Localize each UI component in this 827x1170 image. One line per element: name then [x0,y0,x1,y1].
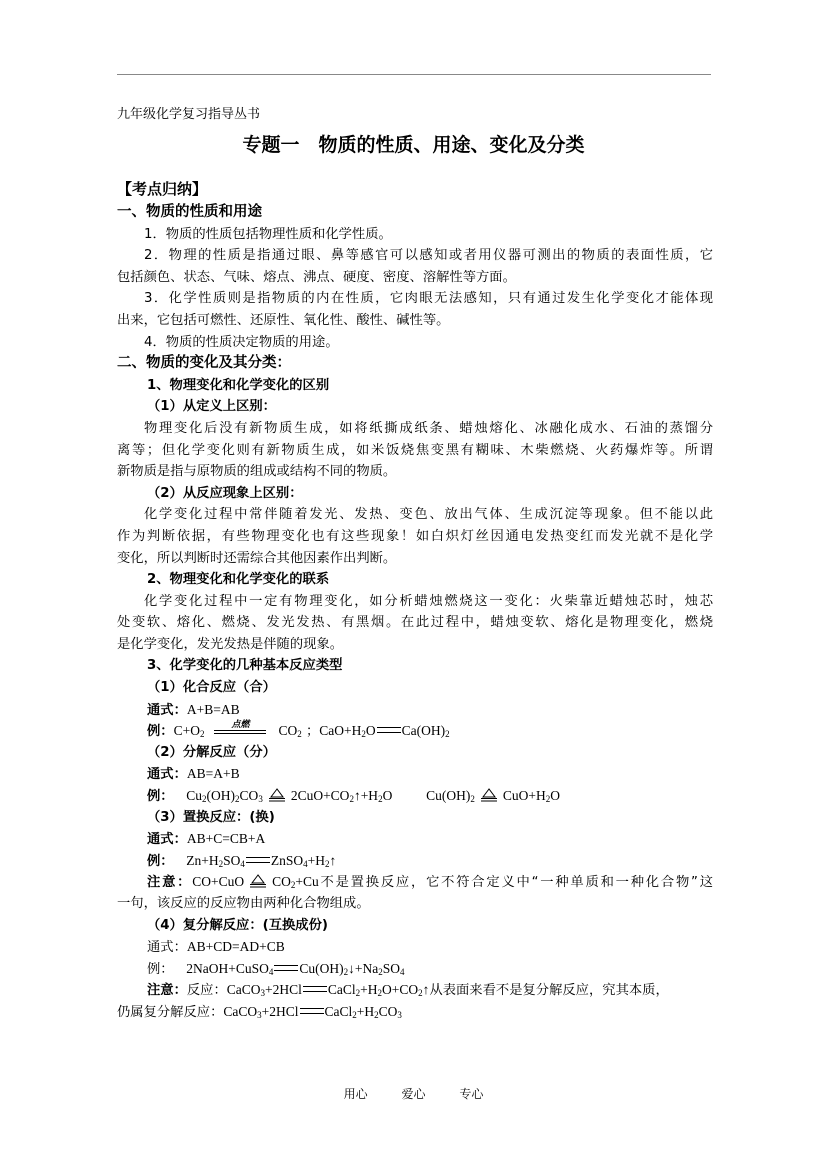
equals-bar-icon [246,857,270,863]
formula: A+B=AB [186,701,240,717]
example-line: 例：$C+O_2$ 点燃 $CO_2$ ；$CaO+H_2O$ $Ca(OH)_2$ [147,720,450,740]
paragraph: 包括颜色、状态、气味、熔点、沸点、硬度、密度、溶解性等方面。 [117,269,516,285]
paragraph: 作为判断依据，有些物理变化也有这些现象！如白炽灯丝因通电发热变红而发光就不是化学 [117,528,713,544]
example-label: 例： [147,724,174,740]
subheading: 1、物理变化和化学变化的区别 [147,377,330,393]
reaction-title: （3）置换反应：(换) [147,809,275,825]
paragraph: 变化，所以判断时还需综合其他因素作出判断。 [117,550,397,566]
paragraph: 1．物质的性质包括物理性质和化学性质。 [144,226,392,242]
page-footer [0,1085,827,1102]
section-kaodian: 【考点归纳】 [117,180,208,198]
paragraph: 是化学变化，发光发热是伴随的现象。 [117,636,344,652]
footer-text: 爱心 [401,1087,426,1101]
document-body [117,176,713,1023]
note-line: 注意：CO+CuO $CO_2+Cu$不是置换反应，它不符合定义中“一种单质和一种化合物”这 [147,874,714,891]
paragraph: 化学变化过程中一定有物理变化，如分析蜡烛燃烧这一变化：火柴靠近蜡烛芯时，烛芯 [144,593,713,609]
heat-equals-icon [248,874,268,888]
reaction-title: （2）分解反应（分） [147,744,276,760]
subheading: 3、化学变化的几种基本反应类型 [147,658,343,674]
reaction-title: （4）复分解反应：(互换成份) [147,917,328,933]
equals-bar-icon [300,1008,324,1014]
equals-bar-icon [303,986,327,992]
paragraph: 处变软、熔化、燃烧、发光发热、有黑烟。在此过程中，蜡烛变软、熔化是物理变化，燃烧 [117,615,713,631]
paragraph: 物理变化后没有新物质生成，如将纸撕成纸条、蜡烛熔化、冰融化成水、石油的蒸馏分 [144,420,713,436]
subheading: 2、物理变化和化学变化的联系 [147,572,330,588]
footer-text: 专心 [459,1087,484,1101]
heat-equals-icon [479,788,499,802]
paragraph: 化学变化过程中常伴随着发光、发热、变色、放出气体、生成沉淀等现象。但不能以此 [144,507,713,523]
example-line: 例： $Zn+H_2SO_4$ $ZnSO_4+H_2↑$ [147,852,337,869]
paragraph: 2．物理的性质是指通过眼、鼻等感官可以感知或者用仪器可测出的物质的表面性质，它 [144,248,713,264]
subheading: （1）从定义上区别： [147,399,276,415]
formula-line: 通式：AB=A+B [147,766,240,783]
formula-label: 通式： [147,702,187,718]
paragraph: 一句，该反应的反应物由两种化合物组成。 [117,896,370,911]
formula-line: 通式：AB+CD=AD+CB [147,939,285,956]
example-line: 例： $Cu_2(OH)_2CO_3$ $2CuO+CO_2↑+H_2O$ $Cu(OH)_2$ $CuO+H_2O$ [147,788,561,805]
equals-bar-icon [377,727,401,733]
ignite-equals-icon: 点燃 [210,721,270,739]
page-title: 专题一 物质的性质、用途、变化及分类 [242,134,585,156]
formula-line: 通式：AB+C=CB+A [147,831,266,848]
section-2-heading: 二、物质的变化及其分类： [117,355,291,372]
series-title: 九年级化学复习指导丛书 [117,107,261,122]
subheading: （2）从反应现象上区别： [147,485,303,501]
section-1-heading: 一、物质的性质和用途 [117,204,262,220]
header-rule [117,74,711,75]
paragraph: 离等；但化学变化则有新物质生成，如米饭烧焦变黑有糊味、木柴燃烧、火药爆炸等。所谓 [117,442,713,458]
paragraph: 4．物质的性质决定物质的用途。 [144,334,339,350]
note-line: 仍属复分解反应：CaCO$_3$+2HCl $CaCl_2+H_2CO_3$ [117,1003,402,1020]
note-line: 注意：反应：CaCO$_3$+2HCl $CaCl_2+H_2O+CO_2↑$从表面来看不是复分解反应，究其本质， [147,982,669,999]
paragraph: 3．化学性质则是指物质的内在性质，它肉眼无法感知，只有通过发生化学变化才能体现 [144,291,713,307]
paragraph: 出来，它包括可燃性、还原性、氧化性、酸性、碱性等。 [117,312,450,328]
reaction-title: （1）化合反应（合） [147,680,276,696]
heat-equals-icon [267,788,287,802]
equals-bar-icon [274,965,298,971]
paragraph: 新物质是指与原物质的组成或结构不同的物质。 [117,464,397,480]
example-line: 例： 2NaOH+CuSO$_4$ $Cu(OH)_2↓+Na_2SO_4$ [147,960,405,977]
footer-text: 用心 [343,1087,368,1101]
formula-line [117,699,713,721]
